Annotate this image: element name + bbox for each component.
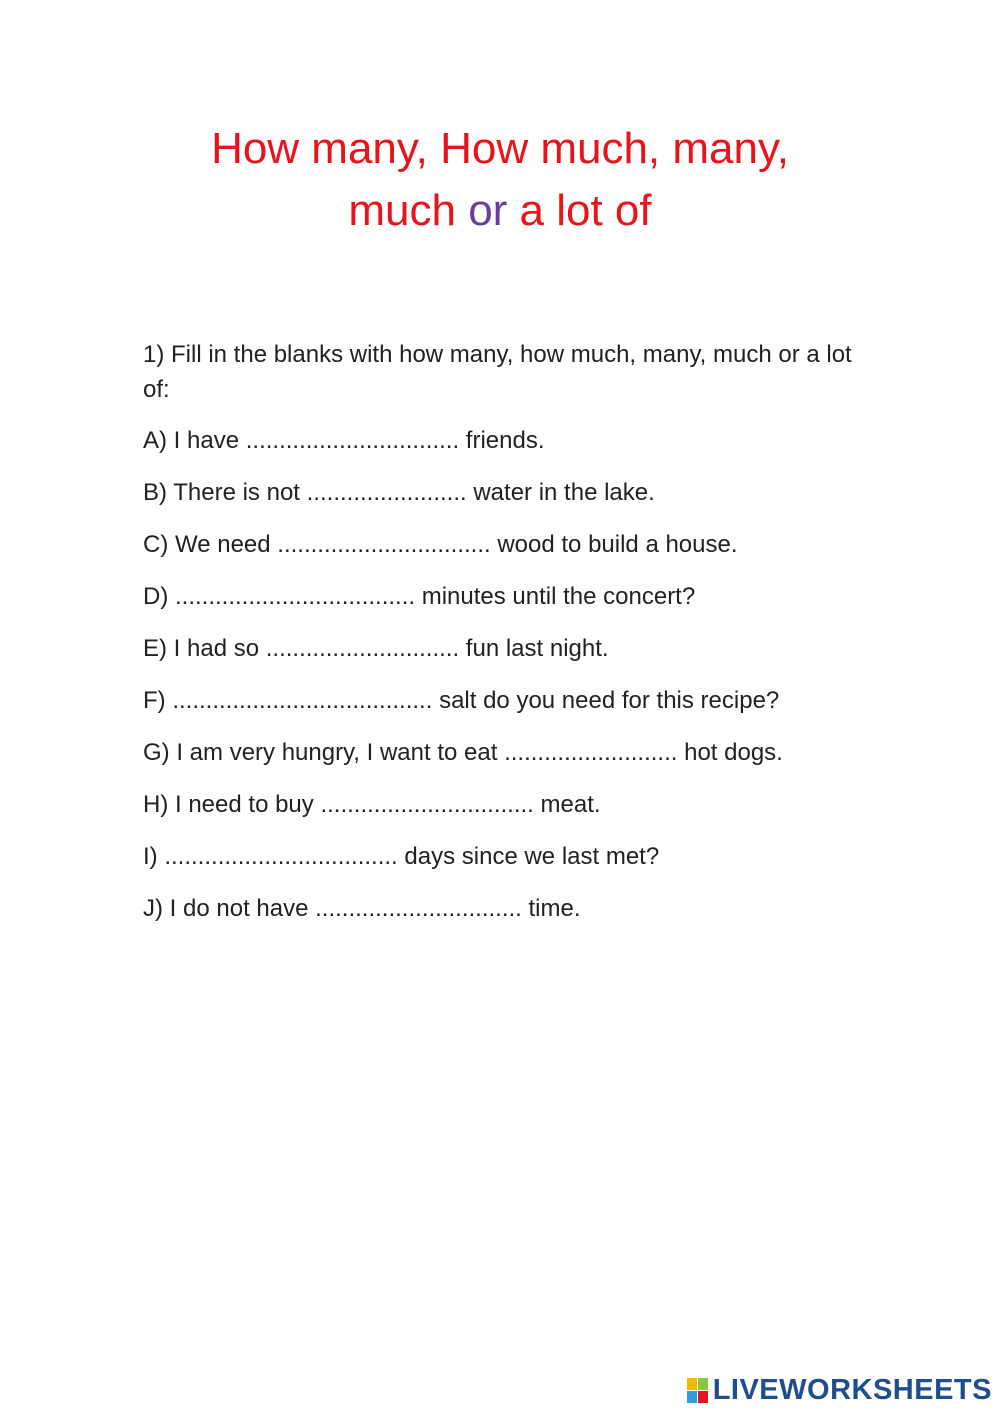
question-letter: E) <box>143 635 167 662</box>
exercise-instructions: 1) Fill in the blanks with how many, how much, many, much or a lot of: <box>143 341 852 403</box>
question-text-before: We need <box>175 531 271 558</box>
question-b <box>143 475 873 510</box>
question-text-after: friends. <box>465 427 545 454</box>
title-line-2-part-2: a lot of <box>507 186 652 235</box>
question-list <box>143 423 873 943</box>
question-text-before: I do not have <box>169 895 309 922</box>
question-text-after: days since we last met? <box>404 843 660 870</box>
question-letter: J) <box>143 895 163 922</box>
question-h <box>143 787 873 822</box>
answer-blank[interactable]: ................................ <box>277 531 491 558</box>
question-a <box>143 423 873 458</box>
question-text-after: time. <box>528 895 581 922</box>
question-g <box>143 735 873 770</box>
question-e <box>143 631 873 666</box>
answer-blank[interactable]: ................................ <box>245 427 460 454</box>
title-or-word: or <box>468 186 508 235</box>
answer-blank[interactable]: .......................... <box>504 739 678 766</box>
title-line-1: How many, How much, many, <box>211 124 789 173</box>
question-letter: D) <box>143 583 169 610</box>
question-f <box>143 683 873 718</box>
question-letter: C) <box>143 531 169 558</box>
question-text-before: I had so <box>173 635 260 662</box>
liveworksheets-logo <box>687 1374 992 1407</box>
liveworksheets-logo-text: LIVEWORKSHEETS <box>712 1374 992 1406</box>
worksheet-title <box>0 118 1000 242</box>
answer-blank[interactable]: ....................................... <box>172 687 433 714</box>
question-text-before: I am very hungry, I want to eat <box>176 739 498 766</box>
question-j <box>143 891 873 926</box>
question-letter: B) <box>143 479 167 506</box>
answer-blank[interactable]: ............................. <box>265 635 460 662</box>
question-letter: G) <box>143 739 170 766</box>
question-text-before: I have <box>173 427 240 454</box>
question-text-before: I need to buy <box>175 791 314 818</box>
question-d <box>143 579 873 614</box>
question-i <box>143 839 873 874</box>
question-text-after: minutes until the concert? <box>421 583 696 610</box>
question-letter: A) <box>143 427 167 454</box>
question-text-after: salt do you need for this recipe? <box>439 687 780 714</box>
answer-blank[interactable]: ........................ <box>306 479 467 506</box>
question-letter: F) <box>143 687 166 714</box>
question-text-after: water in the lake. <box>473 479 655 506</box>
answer-blank[interactable]: ................................... <box>164 843 398 870</box>
question-letter: H) <box>143 791 169 818</box>
answer-blank[interactable]: ................................ <box>320 791 534 818</box>
question-text-before: There is not <box>173 479 300 506</box>
answer-blank[interactable]: .................................... <box>175 583 416 610</box>
question-text-after: fun last night. <box>465 635 609 662</box>
question-text-after: hot dogs. <box>684 739 783 766</box>
title-line-2-part-1: much <box>348 186 469 235</box>
question-text-after: wood to build a house. <box>497 531 738 558</box>
question-letter: I) <box>143 843 158 870</box>
answer-blank[interactable]: ............................... <box>315 895 522 922</box>
question-text-after: meat. <box>540 791 601 818</box>
question-c <box>143 527 873 562</box>
liveworksheets-logo-icon <box>687 1378 709 1404</box>
